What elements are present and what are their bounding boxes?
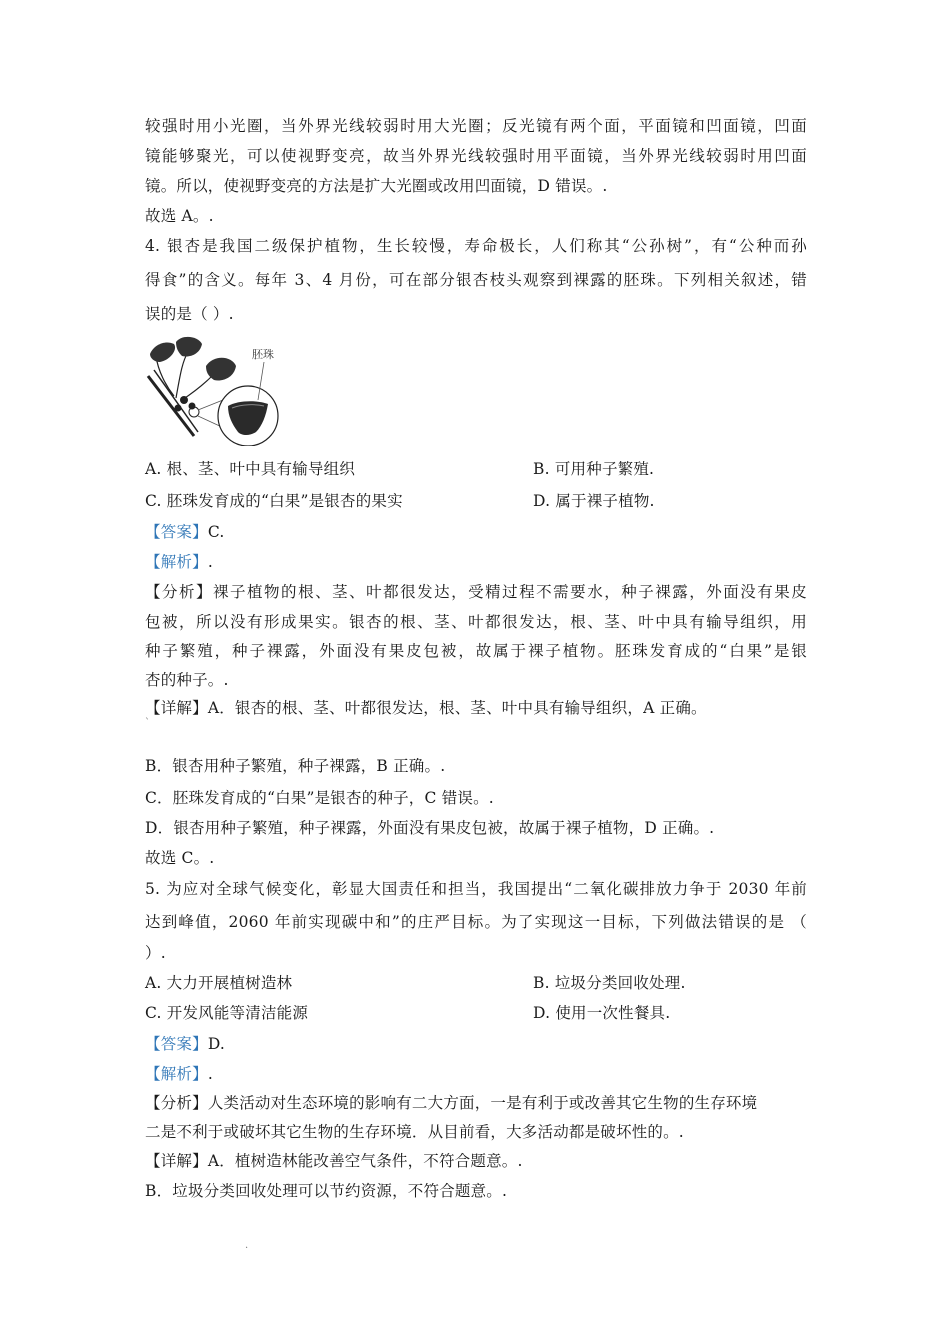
- q4-xiangjie-c: C．胚珠发育成的“白果”是银杏的种子，C 错误。.: [145, 789, 494, 807]
- intro-line-3: 镜。所以，使视野变亮的方法是扩大光圈或改用凹面镜，D 错误。.: [145, 177, 608, 195]
- q4-stem-line-1: 4. 银杏是我国二级保护植物，生长较慢，寿命极长，人们称其“公孙树”，有“公种而孙: [145, 237, 807, 255]
- ovule-label: 胚珠: [252, 348, 274, 361]
- answer-value: D.: [207, 1035, 226, 1053]
- footer-dot: .: [245, 1240, 249, 1251]
- q5-fenxi-line-2: 二是不利于或破坏其它生物的生存环境．从目前看，大多活动都是破坏性的。.: [145, 1123, 684, 1141]
- q4-xiangjie-a: 【详解】A．银杏的根、茎、叶都很发达，根、茎、叶中具有输导组织，A 正确。: [145, 699, 707, 717]
- stray-mark: `: [145, 718, 150, 729]
- q4-fenxi-line-2: 包被，所以没有形成果实。银杏的根、茎、叶都很发达，根、茎、叶中具有输导组织，用: [145, 613, 807, 631]
- fenxi-tag: 【分析】: [145, 583, 214, 601]
- q4-choice: 故选 C。.: [145, 849, 215, 867]
- q5-xiangjie-b: B．垃圾分类回收处理可以节约资源，不符合题意。.: [145, 1182, 508, 1200]
- intro-line-2: 镜能够聚光，可以使视野变亮，故当外界光线较强时用平面镜，当外界光线较弱时用凹面: [145, 147, 807, 165]
- q4-stem-line-2: 得食”的含义。每年 3、4 月份，可在部分银杏枝头观察到裸露的胚珠。下列相关叙述，错: [145, 271, 807, 289]
- intro-choice: 故选 A。.: [145, 207, 214, 225]
- answer-value: C.: [207, 523, 225, 541]
- q4-fenxi-line-1: 【分析】裸子植物的根、茎、叶都很发达，受精过程不需要水，种子裸露，外面没有果皮: [145, 583, 807, 601]
- q4-option-a: A. 根、茎、叶中具有输导组织: [145, 460, 356, 478]
- answer-tag: 【答案】: [145, 523, 208, 541]
- q4-option-b: B. 可用种子繁殖.: [533, 460, 655, 478]
- xiangjie-tag: 【详解】: [145, 1152, 208, 1170]
- ginkgo-figure: [146, 336, 286, 446]
- fenxi-tag: 【分析】: [145, 1094, 208, 1112]
- q5-option-c: C. 开发风能等清洁能源: [145, 1004, 309, 1022]
- q4-stem-line-3: 误的是（ ）.: [145, 305, 234, 323]
- q4-fenxi-line-4: 杏的种子。.: [145, 671, 229, 689]
- intro-line-1: 较强时用小光圈，当外界光线较弱时用大光圈；反光镜有两个面，平面镜和凹面镜，凹面: [145, 117, 807, 135]
- q5-xiangjie-a: 【详解】A．植树造林能改善空气条件，不符合题意。.: [145, 1152, 523, 1170]
- q4-analysis: 【解析】.: [145, 553, 213, 571]
- q5-stem-line-2: 达到峰值，2060 年前实现碳中和”的庄严目标。为了实现这一目标，下列做法错误的是 （: [145, 913, 807, 931]
- q4-option-d: D. 属于裸子植物.: [533, 492, 655, 510]
- xiangjie-tag: 【详解】: [145, 699, 208, 717]
- q4-xiangjie-b: B．银杏用种子繁殖，种子裸露，B 正确。.: [145, 757, 446, 775]
- q4-option-c: C. 胚珠发育成的“白果”是银杏的果实: [145, 492, 403, 510]
- q4-xiangjie-d: D．银杏用种子繁殖，种子裸露，外面没有果皮包被，故属于裸子植物，D 正确。.: [145, 819, 715, 837]
- q4-answer: [145, 522, 224, 542]
- q5-stem-line-1: 5. 为应对全球气候变化，彰显大国责任和担当，我国提出“二氧化碳排放力争于 2030 年前: [145, 880, 807, 898]
- q5-answer: [145, 1034, 225, 1054]
- q4-fenxi-line-3: 种子繁殖，种子裸露，外面没有果皮包被，故属于裸子植物。胚珠发育成的“白果”是银: [145, 642, 807, 660]
- q5-fenxi-line-1: 【分析】人类活动对生态环境的影响有二大方面，一是有利于或改善其它生物的生存环境: [145, 1094, 758, 1112]
- q5-option-d: D. 使用一次性餐具.: [533, 1004, 671, 1022]
- q5-stem-line-3: ）.: [145, 944, 166, 962]
- answer-tag: 【答案】: [145, 1035, 208, 1053]
- q5-option-b: B. 垃圾分类回收处理.: [533, 974, 686, 992]
- q5-analysis: 【解析】.: [145, 1065, 213, 1083]
- analysis-tag: 【解析】: [145, 553, 208, 571]
- q5-option-a: A. 大力开展植树造林: [145, 974, 293, 992]
- analysis-tag: 【解析】: [145, 1065, 208, 1083]
